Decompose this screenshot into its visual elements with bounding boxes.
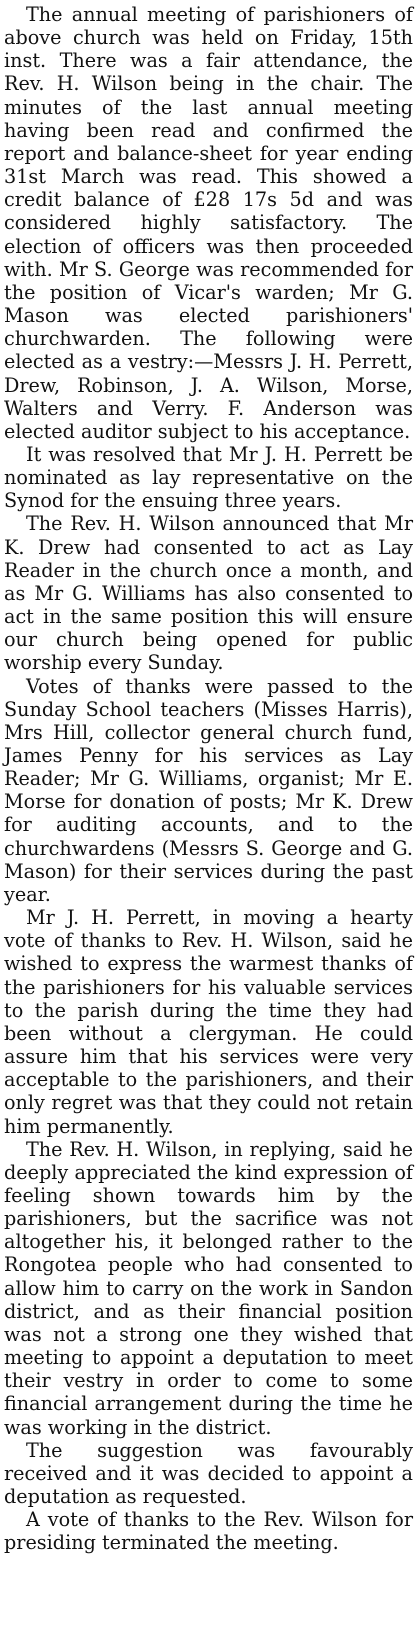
article-paragraph-votes-of-thanks: Votes of thanks were passed to the Sunday School teachers (Misses Harris), Mrs Hill, collector general church fund, James Penny for his services as Lay Reader; Mr G. Williams, organist; Mr E. Morse for donation of posts; Mr K. Drew for auditing accounts, and to the churchwardens (Messrs S. George and G. Mason) for their services during the past year.: [4, 674, 413, 906]
article-paragraph-closing: A vote of thanks to the Rev. Wilson for presiding terminated the meeting.: [4, 1508, 413, 1555]
article-paragraph-deputation: The suggestion was favourably received and it was decided to appoint a deputation as requested.: [4, 1438, 413, 1508]
article-paragraph-wilson-reply: The Rev. H. Wilson, in replying, said he deeply appreciated the kind expression of feeling shown towards him by the parishioners, but the sacrifice was not altogether his, it belonged rather to the Rongotea people who had consented to allow him to carry on the work in Sandon district, and as their financial position was not a strong one they wished that meeting to appoint a deputation to meet their vestry in order to come to some financial arrangement during the time he was working in the district.: [4, 1137, 413, 1439]
article-paragraph-synod-nomination: It was resolved that Mr J. H. Perrett be nominated as lay representative on the Synod for the ensuing three years.: [4, 442, 413, 513]
article-paragraph-perrett-vote: Mr J. H. Perrett, in moving a hearty vote of thanks to Rev. H. Wilson, said he wished to express the warmest thanks of the parishioners for his valuable services to the parish during the time they had been without a clergyman. He could assure him that his services were very acceptable to the parishioners, and their only regret was that they could not retain him permanently.: [4, 906, 413, 1138]
article-paragraph-lay-reader: The Rev. H. Wilson announced that Mr K. Drew had consented to act as Lay Reader in the church once a month, and as Mr G. Williams has also consented to act in the same position this will ensure our church being opened for public worship every Sunday.: [4, 512, 413, 675]
article-paragraph-annual-meeting: The annual meeting of parishioners of above church was held on Friday, 15th inst. There was a fair attendance, the Rev. H. Wilson being in the chair. The minutes of the last annual meeting having been read and confirmed the report and balance-sheet for year ending 31st March was read. This showed a credit balance of £28 17s 5d and was considered highly satisfactory. The election of officers was then proceeded with. Mr S. George was recommended for the position of Vicar's warden; Mr G. Mason was elected parishioners' churchwarden. The following were elected as a vestry:—Messrs J. H. Perrett, Drew, Robinson, J. A. Wilson, Morse, Walters and Verry. F. Anderson was elected auditor subject to his acceptance.: [4, 3, 413, 443]
